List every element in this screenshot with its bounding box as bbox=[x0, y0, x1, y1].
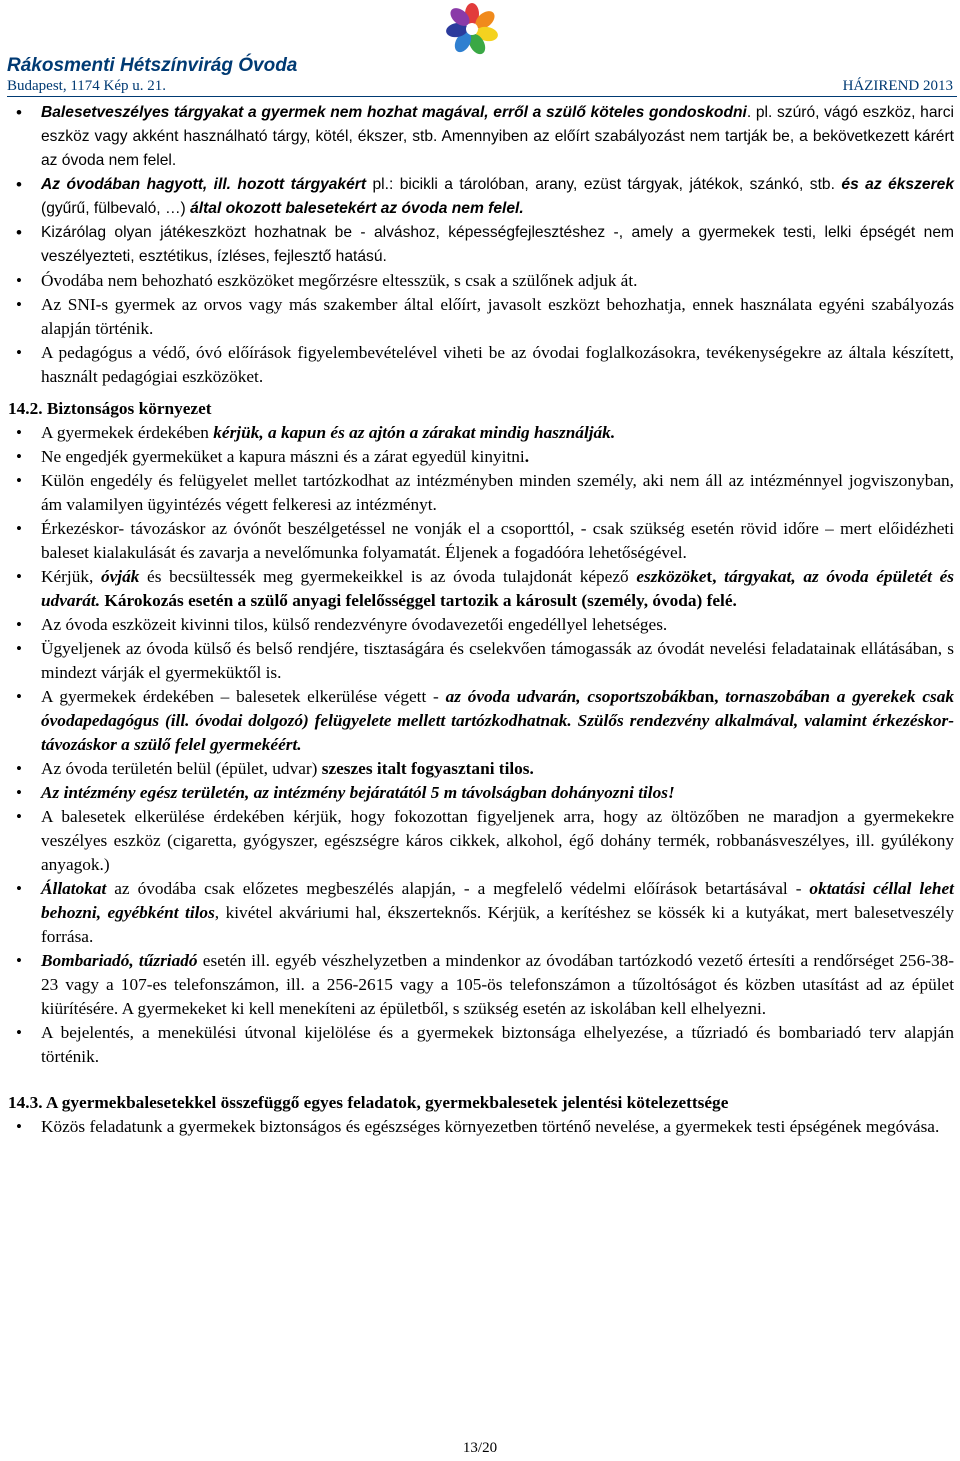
page-number: 13/20 bbox=[462, 1440, 498, 1456]
list-item: • Az óvoda területén belül (épület, udvar) szeszes italt fogyasztani tilos. bbox=[8, 757, 954, 781]
document-body bbox=[8, 101, 954, 1139]
section-heading: 14.2. Biztonságos környezet bbox=[8, 399, 212, 418]
list-item: • A gyermekek érdekében kérjük, a kapun és az ajtón a zárakat mindig használják. bbox=[8, 421, 954, 445]
list-item: • Az óvodában hagyott, ill. hozott tárgyakért pl.: bicikli a tárolóban, arany, ezüst tárgyak, játékok, szánkó, stb. és az ékszerek (gyűrű, fülbevaló, …) által okozott balesetekért az óvoda nem felel. bbox=[8, 173, 954, 221]
list-item: • A balesetek elkerülése érdekében kérjük, hogy fokozottan figyeljenek arra, hogy az öltözőben ne maradjon a gyermekekre veszélyes eszköz (cigaretta, gyógyszer, egészségre káros cikkek, alkohol, égő dohány termék, robbanásveszélyes, ill. gyúlékony anyagok.) bbox=[8, 805, 954, 877]
list-item: • Érkezéskor- távozáskor az óvónőt beszélgetéssel ne vonják el a csoporttól, - csak szükség esetén rövid időre – mert előidézheti baleset kialakulását és zavarja a nevelőmunka folyamatát. Éljenek a fogadóóra lehetőségével. bbox=[8, 517, 954, 565]
list-item: • Kizárólag olyan játékeszközt hozhatnak be - alváshoz, képességfejlesztéshez -, amely a gyermekek testi, lelki épségét nem veszélyezteti, esztétikus, ízléses, fejlesztő hatású. bbox=[8, 221, 954, 269]
list-item: • Állatokat az óvodába csak előzetes megbeszélés alapján, - a megfelelő védelmi előírások betartásával - oktatási céllal lehet behozni, egyébként tilos, kivétel akváriumi hal, ékszerteknős. Kérjük, a kerítéshez se kössék ki a kutyákat, mert balesetveszély forrása. bbox=[8, 877, 954, 949]
list-item: • A gyermekek érdekében – balesetek elkerülése végett - az óvoda udvarán, csoportszobákban, tornaszobában a gyerekek csak óvodapedagógus (ill. óvodai dolgozó) felügyelete mellett tartózkodhatnak. Szülős rendezvény alkalmával, valamint érkezéskor-távozáskor a szülő felel gyermekéért. bbox=[8, 685, 954, 757]
list-item: • Kérjük, óvják és becsültessék meg gyermekeikkel is az óvoda tulajdonát képező eszközöket, tárgyakat, az óvoda épületét és udvarát. Károkozás esetén a szülő anyagi felelősséggel tartozik a károsult (személy, óvoda) felé. bbox=[8, 565, 954, 613]
list-item: • Az SNI-s gyermek az orvos vagy más szakember által előírt, javasolt eszközt behozhatja, ennek használata egyéni szabályozás alapján történik. bbox=[8, 293, 954, 341]
organization-name: Rákosmenti Hétszínvirág Óvoda bbox=[7, 55, 298, 76]
list-item: • Balesetveszélyes tárgyakat a gyermek nem hozhat magával, erről a szülő köteles gondoskodni. pl. szúró, vágó eszköz, harci eszköz vagy akként használható tárgy, kötél, ékszer, stb. Amennyiben az előírt szabályozást nem tartják be, a bekövetkezett kárért az óvoda nem felel. bbox=[8, 101, 954, 173]
list-item: • Külön engedély és felügyelet mellet tartózkodhat az intézményben minden személy, aki nem áll az intézménnyel jogviszonyban, ám valamilyen ügyintézés végett felkeresi az intézményt. bbox=[8, 469, 954, 517]
list-item: • Óvodába nem behozható eszközöket megőrzésre eltesszük, s csak a szülőnek adjuk át. bbox=[8, 269, 954, 293]
list-item: • A pedagógus a védő, óvó előírások figyelembevételével viheti be az óvodai foglalkozásokra, tevékenységekre az általa készített, használt pedagógiai eszközöket. bbox=[8, 341, 954, 389]
list-item: • Az óvoda eszközeit kivinni tilos, külső rendezvényre óvodavezetői engedéllyel lehetséges. bbox=[8, 613, 954, 637]
list-item: • Közös feladatunk a gyermekek biztonságos és egészséges környezetben történő nevelése, a gyermekek testi épségének megóvása. bbox=[8, 1115, 954, 1139]
document-title: HÁZIREND 2013 bbox=[842, 78, 953, 94]
header-divider bbox=[7, 96, 957, 97]
list-item: • Ügyeljenek az óvoda külső és belső rendjére, tisztaságára és cselekvően támogassák az óvodát nevelési feladatainak ellátásában, s mindezt várják el gyermeküktől is. bbox=[8, 637, 954, 685]
list-item: • Bombariadó, tűzriadó esetén ill. egyéb vészhelyzetben a mindenkor az óvodában tartózkodó vezető értesíti a rendőrséget 256-38-23 vagy a 107-es telefonszámon, ill. a 256-2615 vagy a 105-ös telefonszámon a tűzoltóságot és közben utasítást ad az épület kiürítésére. A gyermekeket ki kell menekíteni az épületből, s szükség esetén az iskolában kell elhelyezni. bbox=[8, 949, 954, 1021]
list-item: • Ne engedjék gyermeküket a kapura mászni és a zárat egyedül kinyitni. bbox=[8, 445, 954, 469]
section-heading: 14.3. A gyermekbalesetekkel összefüggő egyes feladatok, gyermekbalesetek jelentési kötelezettsége bbox=[8, 1093, 729, 1112]
list-item: • Az intézmény egész területén, az intézmény bejáratától 5 m távolságban dohányozni tilos! bbox=[8, 781, 954, 805]
list-item: • A bejelentés, a menekülési útvonal kijelölése és a gyermekek biztonsága elhelyezése, a tűzriadó és bombariadó terv alapján történik. bbox=[8, 1021, 954, 1069]
flower-logo-icon bbox=[437, 2, 507, 57]
organization-address: Budapest, 1174 Kép u. 21. bbox=[7, 78, 167, 94]
page-header bbox=[7, 0, 957, 100]
